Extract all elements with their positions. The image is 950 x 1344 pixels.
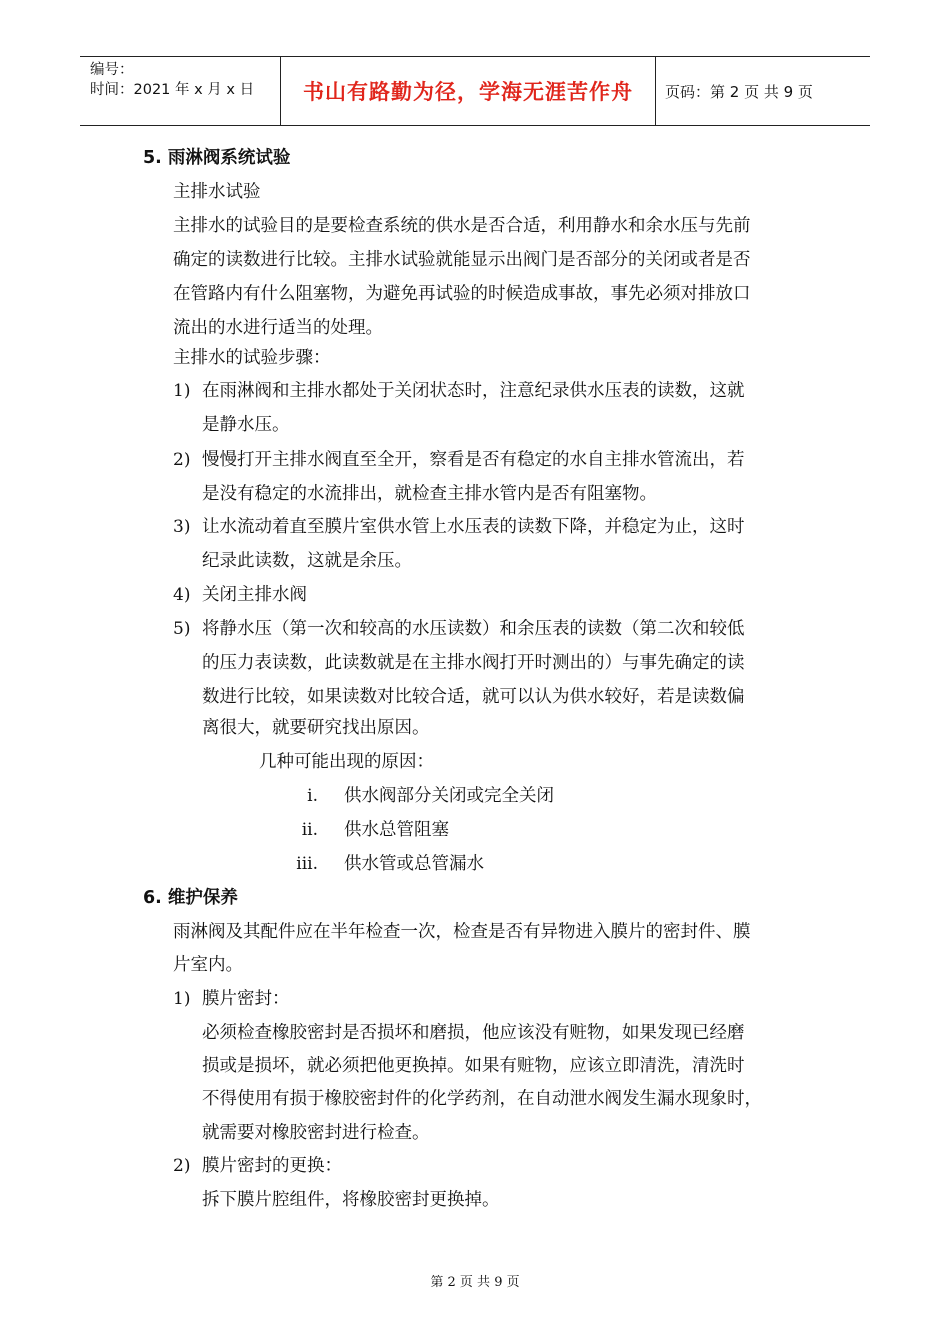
list-number: 3) [173, 517, 191, 537]
list-item-line: 在雨淋阀和主排水都处于关闭状态时，注意纪录供水压表的读数，这就 [202, 381, 745, 401]
list-item-line: 让水流动着直至膜片室供水管上水压表的读数下降，并稳定为止，这时 [202, 517, 745, 537]
roman-number: ii. [301, 820, 318, 840]
paragraph-line: 在管路内有什么阻塞物，为避免再试验的时候造成事故，事先必须对排放口 [173, 284, 751, 304]
page-footer: 第 2 页 共 9 页 [430, 1275, 520, 1290]
list-number: 2) [173, 1156, 191, 1176]
paragraph-line: 主排水的试验目的是要检查系统的供水是否合适，利用静水和余水压与先前 [173, 216, 751, 236]
section-5-subheading: 主排水试验 [173, 182, 261, 202]
paragraph-line: 雨淋阀及其配件应在半年检查一次，检查是否有异物进入膜片的密封件、膜 [173, 922, 751, 942]
list-number: 2) [173, 450, 191, 470]
cause-item: 供水总管阻塞 [344, 820, 449, 840]
paragraph-line: 流出的水进行适当的处理。 [173, 318, 383, 338]
roman-number: iii. [296, 854, 318, 874]
list-item-line: 必须检查橡胶密封是否损坏和磨损，他应该没有赃物，如果发现已经磨 [202, 1023, 745, 1043]
list-item-line: 关闭主排水阀 [202, 585, 307, 605]
header-meta [80, 57, 290, 128]
list-item-line: 纪录此读数，这就是余压。 [202, 551, 412, 571]
list-item-line: 的压力表读数，此读数就是在主排水阀打开时测出的）与事先确定的读 [202, 653, 745, 673]
causes-title: 几种可能出现的原因： [259, 752, 434, 772]
list-number: 4) [173, 585, 191, 605]
list-number: 5) [173, 619, 191, 639]
section-6-heading: 6. 维护保养 [143, 888, 238, 908]
list-number: 1) [173, 989, 191, 1009]
paragraph-line: 片室内。 [173, 955, 243, 975]
list-item-title: 膜片密封的更换： [202, 1156, 342, 1176]
roman-number: i. [307, 786, 318, 806]
cause-item: 供水阀部分关闭或完全关闭 [344, 786, 554, 806]
list-item-line: 不得使用有损于橡胶密封件的化学药剂，在自动泄水阀发生漏水现象时， [202, 1089, 762, 1109]
list-item-line: 是没有稳定的水流排出，就检查主排水管内是否有阻塞物。 [202, 484, 657, 504]
list-item-line: 拆下膜片腔组件，将橡胶密封更换掉。 [202, 1190, 500, 1210]
list-item-line: 离很大，就要研究找出原因。 [202, 718, 430, 738]
list-item-line: 慢慢打开主排水阀直至全开，察看是否有稳定的水自主排水管流出，若 [202, 450, 745, 470]
list-item-title: 膜片密封： [202, 989, 290, 1009]
header-page-info: 页码：第 2 页 共 9 页 [665, 82, 813, 101]
document-time-label: 时间：2021 年 x 月 x 日 [90, 82, 255, 98]
paragraph-line: 确定的读数进行比较。主排水试验就能显示出阀门是否部分的关闭或者是否 [173, 250, 751, 270]
cause-item: 供水管或总管漏水 [344, 854, 484, 874]
list-number: 1) [173, 381, 191, 401]
steps-title: 主排水的试验步骤： [173, 348, 331, 368]
header-motto: 书山有路勤为径，学海无涯苦作舟 [280, 57, 656, 125]
page-header [80, 56, 870, 126]
document-number-label: 编号： [90, 62, 134, 78]
section-5-heading: 5. 雨淋阀系统试验 [143, 148, 291, 168]
list-item-line: 将静水压（第一次和较高的水压读数）和余压表的读数（第二次和较低 [202, 619, 745, 639]
list-item-line: 损或是损坏，就必须把他更换掉。如果有赃物，应该立即清洗，清洗时 [202, 1056, 745, 1076]
list-item-line: 是静水压。 [202, 415, 290, 435]
list-item-line: 数进行比较，如果读数对比较合适，就可以认为供水较好，若是读数偏 [202, 687, 745, 707]
list-item-line: 就需要对橡胶密封进行检查。 [202, 1123, 430, 1143]
